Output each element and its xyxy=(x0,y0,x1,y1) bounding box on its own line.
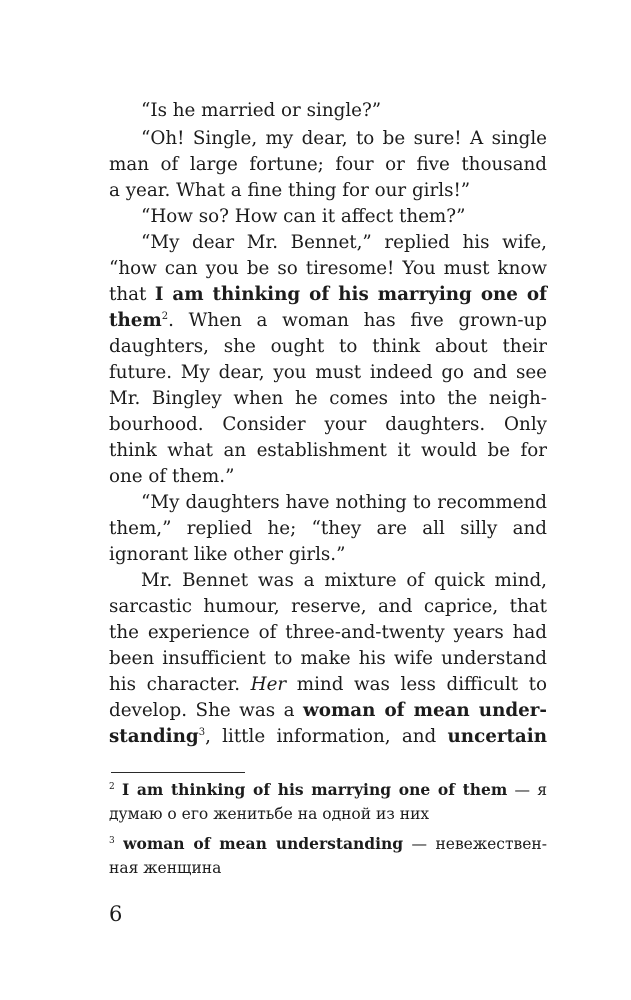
footnote-term: woman of mean understanding xyxy=(123,834,404,853)
text: his character. xyxy=(109,674,251,695)
footnote-translation: невежествен- xyxy=(435,835,547,853)
text-line xyxy=(109,204,547,230)
bold-phrase: them xyxy=(109,310,162,331)
text: the experience of three-and-twenty years had xyxy=(109,622,547,643)
footnote-translation: думаю о его женитьбе на одной из них xyxy=(109,805,430,823)
footnote-translation: ная женщина xyxy=(109,859,222,877)
text: . When a woman has five grown-up xyxy=(168,310,547,331)
text: been insufficient to make his wife understand xyxy=(109,648,547,669)
text-line xyxy=(109,230,547,256)
text-line xyxy=(109,438,547,464)
text: “How so? How can it affect them?” xyxy=(141,206,466,227)
text-line xyxy=(109,386,547,412)
bold-phrase: standing xyxy=(109,726,199,747)
text: “Oh! Single, my dear, to be sure! A single xyxy=(141,128,547,149)
text: daughters, she ought to think about their xyxy=(109,336,547,357)
text-line xyxy=(109,724,547,750)
text-line xyxy=(109,282,547,308)
text: , little information, and xyxy=(205,726,448,747)
footnote-translation: я xyxy=(537,781,547,799)
text-line xyxy=(109,698,547,724)
text-line xyxy=(109,542,547,568)
text: that xyxy=(109,284,155,305)
footnote-ref: 3 xyxy=(198,727,206,738)
text-line xyxy=(109,568,547,594)
text: “My daughters have nothing to recommend xyxy=(141,492,547,513)
footnote-number: 2 xyxy=(109,782,115,792)
footnote-3-line2 xyxy=(109,856,547,880)
footnote-2-line1 xyxy=(109,778,547,802)
footnote-term: I am thinking of his marrying one of them xyxy=(121,780,508,799)
text-line xyxy=(109,98,547,124)
footnote-divider xyxy=(111,772,245,773)
text-line xyxy=(109,308,547,334)
text: develop. She was a xyxy=(109,700,304,721)
text-line xyxy=(109,646,547,672)
text: man of large fortune; four or five thousand xyxy=(109,154,547,175)
text: “how can you be so tiresome! You must know xyxy=(109,258,547,279)
footnote-dash: — xyxy=(507,781,538,799)
footnote-ref: 2 xyxy=(161,311,169,322)
bold-phrase: woman of mean under- xyxy=(303,700,547,721)
text: sarcastic humour, reserve, and caprice, that xyxy=(109,596,547,617)
text: ignorant like other girls.” xyxy=(109,544,346,565)
text-line xyxy=(109,360,547,386)
bold-phrase: I am thinking of his marrying one of xyxy=(154,284,547,305)
text: a year. What a fine thing for our girls!” xyxy=(109,180,471,201)
text: one of them.” xyxy=(109,466,235,487)
text-line xyxy=(109,152,547,178)
text-line xyxy=(109,464,547,490)
text: Mr. Bingley when he comes into the neigh- xyxy=(109,388,547,409)
text-line xyxy=(109,178,547,204)
footnote-number: 3 xyxy=(109,836,115,846)
italic-word: Her xyxy=(250,674,287,695)
footnote-3-line1 xyxy=(109,832,547,856)
bold-phrase: uncertain xyxy=(447,726,547,747)
text-line xyxy=(109,490,547,516)
text-line xyxy=(109,516,547,542)
text-line xyxy=(109,126,547,152)
text-line xyxy=(109,412,547,438)
text: “My dear Mr. Bennet,” replied his wife, xyxy=(141,232,547,253)
footnote-2-line2 xyxy=(109,802,547,826)
text: think what an establishment it would be for xyxy=(109,440,547,461)
page-number: 6 xyxy=(109,902,123,926)
text-line xyxy=(109,256,547,282)
text: future. My dear, you must indeed go and see xyxy=(109,362,547,383)
text-line xyxy=(109,594,547,620)
text-line xyxy=(109,620,547,646)
text: mind was less difficult to xyxy=(286,674,548,695)
text: “Is he married or single?” xyxy=(141,100,382,121)
text-line xyxy=(109,672,547,698)
footnote-dash: — xyxy=(403,835,436,853)
text: them,” replied he; “they are all silly and xyxy=(109,518,547,539)
text: Mr. Bennet was a mixture of quick mind, xyxy=(141,570,547,591)
text-line xyxy=(109,334,547,360)
text: bourhood. Consider your daughters. Only xyxy=(109,414,547,435)
